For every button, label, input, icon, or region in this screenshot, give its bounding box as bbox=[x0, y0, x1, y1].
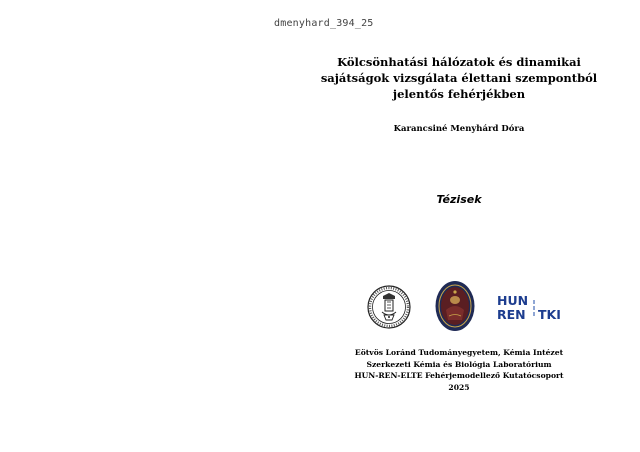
title-line: sajátságok vizsgálata élettani szempontból bbox=[320, 71, 598, 85]
university-seal-icon bbox=[366, 282, 412, 332]
year: 2025 bbox=[448, 382, 470, 392]
logo-text-ren: REN bbox=[497, 307, 526, 322]
title-line: jelentős fehérjékben bbox=[392, 87, 526, 101]
institution-line: Szerkezeti Kémia és Biológia Laboratórium bbox=[366, 359, 552, 369]
logo-row bbox=[0, 280, 640, 336]
author-name: Karancsiné Menyhárd Dóra bbox=[393, 124, 525, 134]
institution-block bbox=[320, 347, 598, 393]
thesis-title bbox=[320, 54, 598, 102]
institution-line: Eötvös Loránd Tudományegyetem, Kémia Intézet bbox=[354, 348, 564, 357]
crest-seal-icon bbox=[434, 280, 476, 332]
title-line: Kölcsönhatási hálózatok és dinamikai bbox=[337, 55, 581, 69]
institution-line: HUN-REN-ELTE Fehérjemodellező Kutatócsoport bbox=[354, 371, 564, 380]
document-id: dmenyhard_394_25 bbox=[274, 18, 374, 29]
hun-ren-tki-logo bbox=[497, 294, 561, 324]
logo-text-hun: HUN bbox=[497, 293, 529, 308]
document-type-label: Tézisek bbox=[436, 193, 482, 206]
logo-text-tki: TKI bbox=[538, 307, 561, 322]
